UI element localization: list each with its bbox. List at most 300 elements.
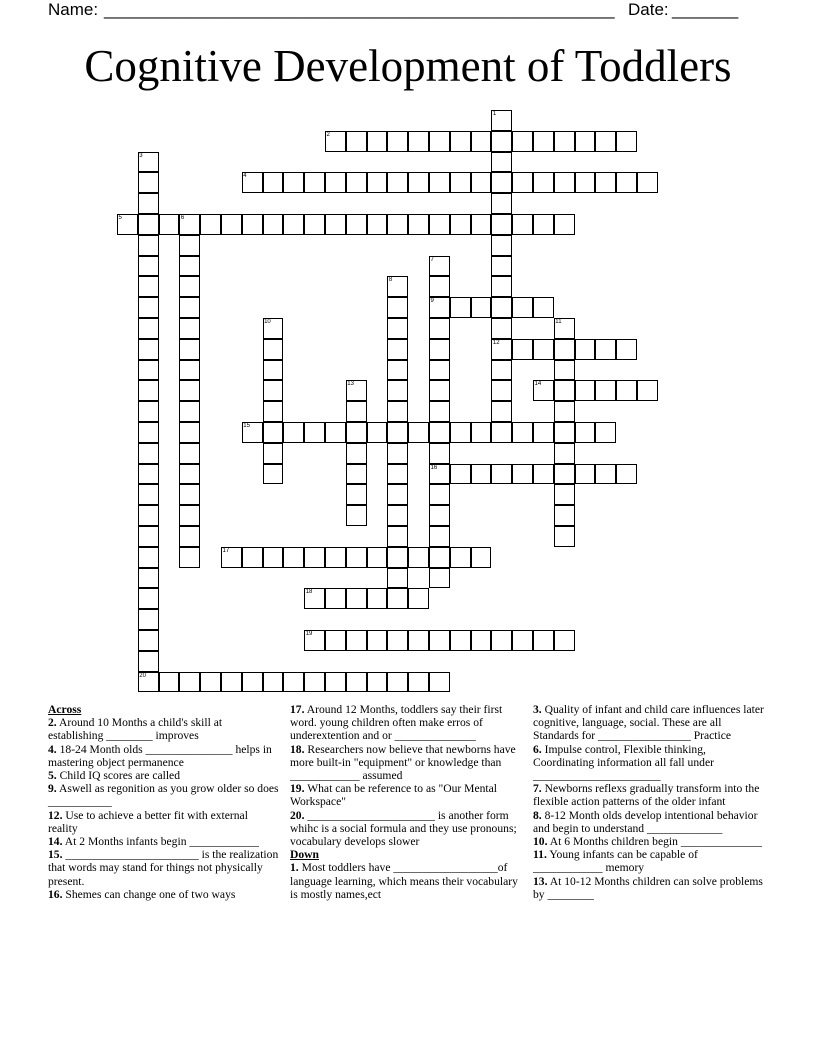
grid-cell[interactable] (387, 172, 408, 193)
grid-cell[interactable] (346, 505, 367, 526)
clue-text: Aswell as regonition as you grow older so does ___________ (48, 782, 279, 809)
grid-cell[interactable] (554, 526, 575, 547)
clue-number-1: 1 (492, 111, 497, 117)
grid-cell[interactable] (179, 256, 200, 277)
date-label: Date: (628, 0, 669, 19)
grid-cell[interactable] (221, 214, 242, 235)
grid-cell[interactable] (263, 401, 284, 422)
clue-text: Use to achieve a better fit with external reality (48, 808, 248, 835)
grid-cell[interactable] (595, 464, 616, 485)
grid-cell[interactable] (491, 297, 512, 318)
grid-cell[interactable] (387, 484, 408, 505)
grid-cell[interactable] (491, 235, 512, 256)
grid-cell[interactable] (159, 672, 180, 693)
grid-cell[interactable] (179, 505, 200, 526)
grid-cell[interactable] (575, 131, 596, 152)
grid-cell[interactable] (387, 360, 408, 381)
clue-number-label: 4. (48, 742, 57, 756)
grid-cell[interactable] (554, 443, 575, 464)
grid-cell[interactable] (429, 526, 450, 547)
grid-cell[interactable] (138, 339, 159, 360)
grid-cell[interactable] (554, 380, 575, 401)
grid-cell[interactable] (554, 214, 575, 235)
clue-text: At 6 Months children begin ______________ (547, 835, 762, 849)
grid-cell[interactable] (138, 235, 159, 256)
grid-cell[interactable] (138, 256, 159, 277)
grid-cell[interactable] (242, 214, 263, 235)
clue-number-19: 19 (305, 631, 313, 637)
grid-cell[interactable] (491, 464, 512, 485)
grid-cell[interactable] (179, 318, 200, 339)
grid-cell[interactable] (179, 235, 200, 256)
grid-cell[interactable] (429, 422, 450, 443)
grid-cell[interactable] (554, 505, 575, 526)
grid-cell[interactable] (346, 484, 367, 505)
clue-text: Child IQ scores are called (56, 769, 180, 783)
grid-cell[interactable] (200, 214, 221, 235)
clue-20 (290, 809, 522, 849)
grid-cell[interactable] (554, 360, 575, 381)
grid-cell[interactable] (533, 297, 554, 318)
clue-text: Around 12 Months, toddlers say their first word. young children often make erros of underextention and or ______________ (290, 703, 503, 743)
grid-cell[interactable] (429, 547, 450, 568)
clue-number-label: 15. (48, 848, 63, 862)
clue-number-label: 8. (533, 808, 542, 822)
clue-number-15: 15 (243, 423, 250, 429)
grid-cell[interactable] (179, 339, 200, 360)
grid-cell[interactable] (367, 547, 388, 568)
grid-cell[interactable] (179, 547, 200, 568)
grid-cell[interactable] (325, 672, 346, 693)
grid-cell[interactable] (138, 422, 159, 443)
clue-number-7: 7 (430, 256, 434, 263)
grid-cell[interactable] (533, 131, 554, 152)
grid-cell[interactable] (138, 214, 159, 235)
clue-number-label: 14. (48, 835, 63, 849)
grid-cell[interactable] (263, 172, 284, 193)
clue-12 (48, 809, 280, 835)
clue-13 (533, 875, 765, 901)
grid-cell[interactable] (325, 422, 346, 443)
clue-column-2 (290, 703, 522, 901)
grid-cell[interactable] (138, 172, 159, 193)
grid-cell[interactable] (512, 131, 533, 152)
grid-cell[interactable] (450, 547, 471, 568)
grid-cell[interactable] (179, 672, 200, 693)
grid-cell[interactable] (367, 630, 388, 651)
grid-cell[interactable] (242, 672, 263, 693)
grid-cell[interactable] (575, 380, 596, 401)
grid-cell[interactable] (346, 547, 367, 568)
grid-cell[interactable] (387, 380, 408, 401)
grid-cell[interactable] (575, 339, 596, 360)
grid-cell[interactable] (138, 464, 159, 485)
clue-number-12: 12 (492, 339, 500, 346)
grid-cell[interactable] (179, 276, 200, 297)
grid-cell[interactable] (138, 318, 159, 339)
grid-cell[interactable] (304, 547, 325, 568)
grid-cell[interactable] (346, 588, 367, 609)
clue-number-4: 4 (243, 173, 247, 180)
grid-cell[interactable] (179, 422, 200, 443)
grid-cell[interactable] (471, 172, 492, 193)
grid-cell[interactable] (138, 526, 159, 547)
grid-cell[interactable] (533, 630, 554, 651)
clue-19 (290, 782, 522, 808)
grid-cell[interactable] (138, 547, 159, 568)
grid-cell[interactable] (138, 568, 159, 589)
grid-cell[interactable] (491, 630, 512, 651)
clue-number-label: 5. (48, 769, 57, 783)
clue-number-14: 14 (534, 381, 542, 388)
clue-text: Around 10 Months a child's skill at establishing ________ improves (48, 716, 223, 743)
grid-cell[interactable] (429, 505, 450, 526)
clue-number-label: 13. (533, 874, 548, 888)
grid-cell[interactable] (283, 422, 304, 443)
clue-number-11: 11 (555, 319, 562, 325)
grid-cell[interactable] (387, 568, 408, 589)
grid-cell[interactable] (429, 172, 450, 193)
grid-cell[interactable] (325, 172, 346, 193)
grid-cell[interactable] (491, 214, 512, 235)
grid-cell[interactable] (491, 131, 512, 152)
grid-cell[interactable] (138, 651, 159, 672)
grid-cell[interactable] (138, 401, 159, 422)
grid-cell[interactable] (595, 422, 616, 443)
grid-cell[interactable] (595, 339, 616, 360)
clue-16 (48, 888, 280, 901)
grid-cell[interactable] (471, 630, 492, 651)
clue-number-9: 9 (430, 298, 434, 305)
grid-cell[interactable] (179, 484, 200, 505)
grid-cell[interactable] (263, 360, 284, 381)
clue-text: ______________________ is another form whihc is a social formula and they use pronouns; vocabulary develops slower (290, 808, 517, 849)
grid-cell[interactable] (387, 672, 408, 693)
grid-cell[interactable] (263, 214, 284, 235)
grid-cell[interactable] (512, 214, 533, 235)
grid-cell[interactable] (346, 401, 367, 422)
across-clue-list (48, 716, 280, 901)
grid-cell[interactable] (450, 214, 471, 235)
grid-cell[interactable] (512, 172, 533, 193)
clue-5 (48, 769, 280, 782)
grid-cell[interactable] (491, 380, 512, 401)
across-clue-list-continued (290, 703, 522, 848)
grid-cell[interactable] (200, 672, 221, 693)
grid-cell[interactable] (138, 505, 159, 526)
clue-7 (533, 782, 765, 808)
name-label: Name: (48, 0, 99, 19)
grid-cell[interactable] (346, 443, 367, 464)
grid-cell[interactable] (429, 484, 450, 505)
grid-cell[interactable] (138, 588, 159, 609)
grid-cell[interactable] (408, 588, 429, 609)
grid-cell[interactable] (637, 380, 658, 401)
grid-cell[interactable] (263, 672, 284, 693)
grid-cell[interactable] (138, 193, 159, 214)
grid-cell[interactable] (616, 380, 637, 401)
clue-number-label: 3. (533, 703, 542, 716)
down-heading: Down (290, 848, 319, 862)
grid-cell[interactable] (138, 360, 159, 381)
grid-cell[interactable] (179, 297, 200, 318)
grid-cell[interactable] (450, 464, 471, 485)
clue-text: 18-24 Month olds _______________ helps in mastering object permanence (48, 742, 272, 769)
grid-cell[interactable] (450, 131, 471, 152)
grid-cell[interactable] (616, 131, 637, 152)
grid-cell[interactable] (387, 318, 408, 339)
grid-cell[interactable] (367, 131, 388, 152)
grid-cell[interactable] (179, 464, 200, 485)
clue-number-20: 20 (139, 672, 146, 679)
grid-cell[interactable] (533, 172, 554, 193)
grid-cell[interactable] (429, 360, 450, 381)
grid-cell[interactable] (429, 214, 450, 235)
grid-cell[interactable] (554, 401, 575, 422)
grid-cell[interactable] (471, 547, 492, 568)
grid-cell[interactable] (595, 172, 616, 193)
clue-number-10: 10 (264, 319, 271, 325)
grid-cell[interactable] (450, 172, 471, 193)
clue-number-label: 11. (533, 848, 547, 862)
grid-cell[interactable] (554, 339, 575, 360)
page-title: Cognitive Development of Toddlers (84, 41, 732, 91)
clue-number-label: 12. (48, 808, 63, 822)
clue-column-1 (48, 703, 280, 901)
clue-2 (48, 716, 280, 742)
grid-cell[interactable] (283, 172, 304, 193)
clue-4 (48, 743, 280, 769)
clue-number-label: 19. (290, 782, 305, 796)
grid-cell[interactable] (283, 547, 304, 568)
grid-cell[interactable] (387, 630, 408, 651)
clue-17 (290, 703, 522, 743)
grid-cell[interactable] (367, 672, 388, 693)
grid-cell[interactable] (491, 318, 512, 339)
grid-cell[interactable] (408, 214, 429, 235)
clue-number-18: 18 (305, 589, 313, 596)
grid-cell[interactable] (387, 505, 408, 526)
clue-10 (533, 835, 765, 848)
grid-cell[interactable] (263, 422, 284, 443)
down-clue-list-continued (533, 703, 765, 901)
grid-cell[interactable] (387, 339, 408, 360)
grid-cell[interactable] (491, 193, 512, 214)
clue-number-13: 13 (347, 381, 354, 388)
grid-cell[interactable] (263, 380, 284, 401)
grid-cell[interactable] (325, 630, 346, 651)
grid-cell[interactable] (325, 588, 346, 609)
grid-cell[interactable] (304, 422, 325, 443)
clue-number-6: 6 (180, 215, 185, 221)
grid-cell[interactable] (304, 172, 325, 193)
grid-cell[interactable] (367, 588, 388, 609)
grid-cell[interactable] (346, 464, 367, 485)
grid-cell[interactable] (575, 172, 596, 193)
grid-cell[interactable] (512, 297, 533, 318)
grid-cell[interactable] (387, 588, 408, 609)
clue-text: Shemes can change one of two ways (62, 887, 236, 901)
grid-cell[interactable] (387, 401, 408, 422)
grid-cell[interactable] (179, 401, 200, 422)
grid-cell[interactable] (263, 339, 284, 360)
grid-cell[interactable] (429, 401, 450, 422)
grid-cell[interactable] (221, 672, 242, 693)
grid-cell[interactable] (408, 672, 429, 693)
grid-cell[interactable] (138, 380, 159, 401)
grid-cell[interactable] (471, 214, 492, 235)
grid-cell[interactable] (512, 464, 533, 485)
date-blank[interactable]: _______ (672, 0, 739, 19)
grid-cell[interactable] (263, 547, 284, 568)
grid-cell[interactable] (387, 214, 408, 235)
grid-cell[interactable] (637, 172, 658, 193)
grid-cell[interactable] (346, 630, 367, 651)
grid-cell[interactable] (491, 360, 512, 381)
grid-cell[interactable] (387, 131, 408, 152)
grid-cell[interactable] (138, 297, 159, 318)
grid-cell[interactable] (325, 214, 346, 235)
grid-cell[interactable] (554, 422, 575, 443)
grid-cell[interactable] (387, 443, 408, 464)
grid-cell[interactable] (179, 526, 200, 547)
grid-cell[interactable] (429, 672, 450, 693)
grid-cell[interactable] (387, 464, 408, 485)
grid-cell[interactable] (138, 484, 159, 505)
grid-cell[interactable] (554, 630, 575, 651)
grid-cell[interactable] (533, 214, 554, 235)
grid-cell[interactable] (179, 443, 200, 464)
grid-cell[interactable] (533, 464, 554, 485)
grid-cell[interactable] (408, 547, 429, 568)
grid-cell[interactable] (408, 422, 429, 443)
grid-cell[interactable] (387, 526, 408, 547)
grid-cell[interactable] (283, 214, 304, 235)
grid-cell[interactable] (346, 214, 367, 235)
grid-cell[interactable] (138, 630, 159, 651)
clue-11 (533, 848, 765, 874)
clue-number-16: 16 (430, 464, 438, 471)
clue-6 (533, 743, 765, 783)
grid-cell[interactable] (533, 422, 554, 443)
grid-cell[interactable] (346, 172, 367, 193)
grid-cell[interactable] (159, 214, 180, 235)
clue-number-label: 7. (533, 782, 542, 796)
grid-cell[interactable] (429, 276, 450, 297)
grid-cell[interactable] (429, 131, 450, 152)
clue-text: Researchers now believe that newborns have more built-in "equipment" or knowledge than ____________ assumed (290, 742, 516, 783)
grid-cell[interactable] (408, 131, 429, 152)
grid-cell[interactable] (491, 401, 512, 422)
grid-cell[interactable] (512, 422, 533, 443)
grid-cell[interactable] (575, 422, 596, 443)
grid-cell[interactable] (325, 547, 346, 568)
grid-cell[interactable] (554, 172, 575, 193)
grid-cell[interactable] (304, 672, 325, 693)
grid-cell[interactable] (450, 630, 471, 651)
grid-cell[interactable] (242, 547, 263, 568)
grid-cell[interactable] (554, 464, 575, 485)
grid-cell[interactable] (429, 630, 450, 651)
grid-cell[interactable] (367, 172, 388, 193)
grid-cell[interactable] (512, 630, 533, 651)
grid-cell[interactable] (471, 422, 492, 443)
clue-column-3 (533, 703, 765, 901)
clue-number-label: 16. (48, 887, 63, 901)
grid-cell[interactable] (387, 547, 408, 568)
grid-cell[interactable] (491, 172, 512, 193)
grid-cell[interactable] (346, 672, 367, 693)
grid-cell[interactable] (283, 672, 304, 693)
grid-cell[interactable] (263, 464, 284, 485)
grid-cell[interactable] (387, 297, 408, 318)
grid-cell[interactable] (533, 339, 554, 360)
grid-cell[interactable] (616, 339, 637, 360)
grid-cell[interactable] (408, 630, 429, 651)
clue-text: Young infants can be capable of ____________ memory (533, 848, 698, 875)
grid-cell[interactable] (512, 339, 533, 360)
grid-cell[interactable] (616, 464, 637, 485)
grid-cell[interactable] (575, 464, 596, 485)
grid-cell[interactable] (595, 380, 616, 401)
grid-cell[interactable] (429, 339, 450, 360)
clue-text: Newborns reflexs gradually transform into the flexible action patterns of the older infant (533, 782, 760, 809)
grid-cell[interactable] (554, 131, 575, 152)
across-heading: Across (48, 703, 82, 716)
grid-cell[interactable] (367, 214, 388, 235)
grid-cell[interactable] (138, 609, 159, 630)
clue-number-17: 17 (222, 547, 230, 554)
grid-cell[interactable] (387, 422, 408, 443)
grid-cell[interactable] (429, 443, 450, 464)
grid-cell[interactable] (367, 422, 388, 443)
grid-cell[interactable] (429, 318, 450, 339)
grid-cell[interactable] (179, 360, 200, 381)
grid-cell[interactable] (138, 276, 159, 297)
clue-8 (533, 809, 765, 835)
grid-cell[interactable] (450, 422, 471, 443)
grid-cell[interactable] (346, 422, 367, 443)
grid-cell[interactable] (491, 256, 512, 277)
clue-text: What can be reference to as "Our Mental Workspace" (290, 782, 498, 809)
grid-cell[interactable] (471, 131, 492, 152)
grid-cell[interactable] (408, 172, 429, 193)
grid-cell[interactable] (263, 443, 284, 464)
grid-cell[interactable] (491, 422, 512, 443)
clue-number-3: 3 (139, 152, 143, 159)
clue-number-label: 17. (290, 703, 305, 716)
grid-cell[interactable] (450, 297, 471, 318)
grid-cell[interactable] (491, 276, 512, 297)
down-clue-list (290, 861, 522, 901)
clue-9 (48, 782, 280, 808)
grid-cell[interactable] (471, 297, 492, 318)
grid-cell[interactable] (138, 443, 159, 464)
grid-cell[interactable] (179, 380, 200, 401)
name-blank[interactable]: ______________________________________________________ (104, 0, 615, 19)
grid-cell[interactable] (554, 484, 575, 505)
clue-15 (48, 848, 280, 888)
grid-cell[interactable] (595, 131, 616, 152)
grid-cell[interactable] (304, 214, 325, 235)
grid-cell[interactable] (616, 172, 637, 193)
grid-cell[interactable] (471, 464, 492, 485)
grid-cell[interactable] (429, 380, 450, 401)
grid-cell[interactable] (346, 131, 367, 152)
clue-number-8: 8 (388, 277, 393, 284)
grid-cell[interactable] (491, 152, 512, 173)
grid-cell[interactable] (429, 568, 450, 589)
